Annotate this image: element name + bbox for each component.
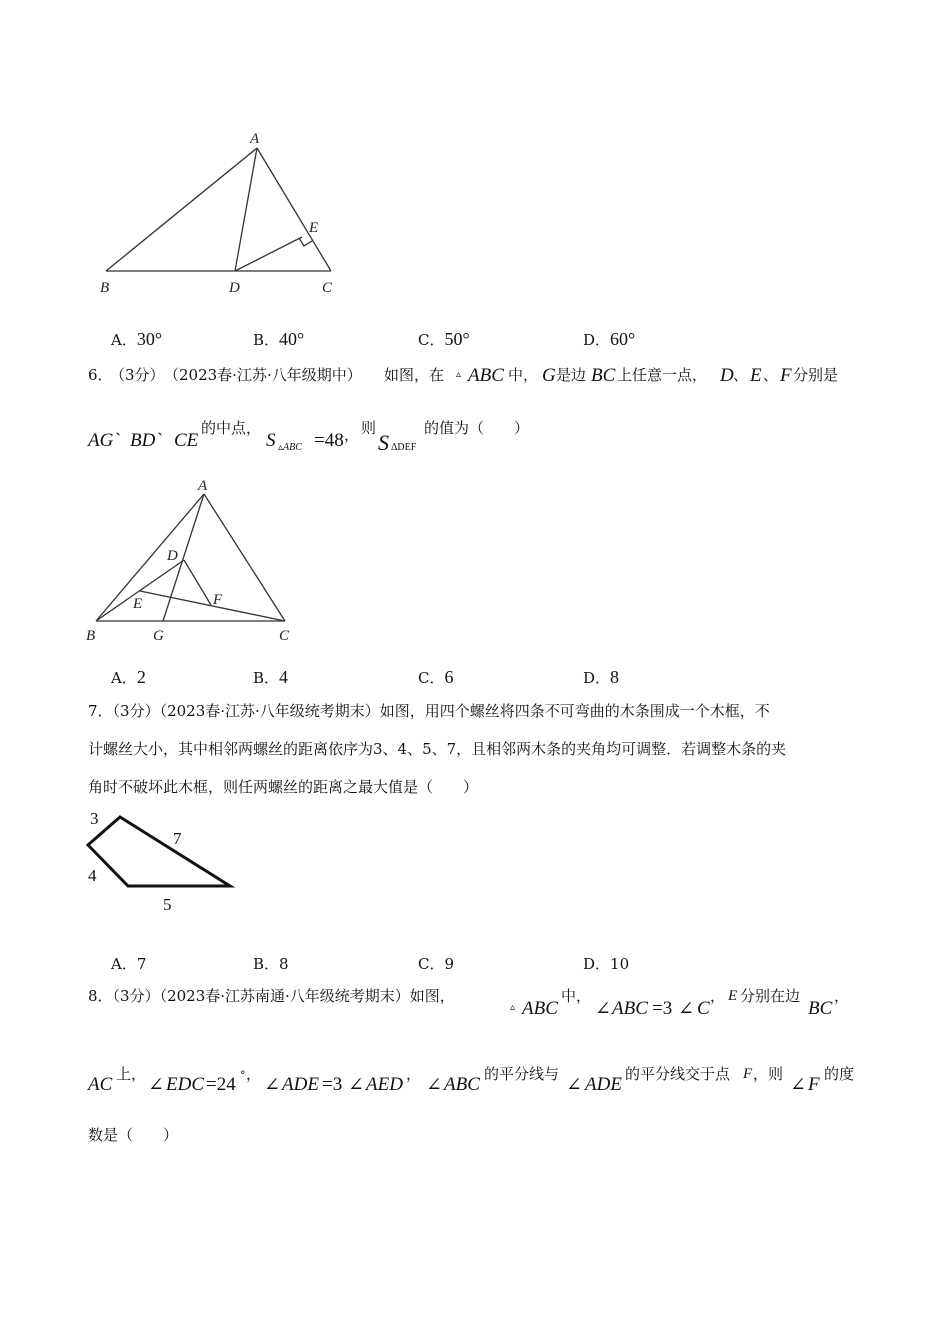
label-e: E [309, 220, 319, 236]
label-f: F [213, 592, 223, 608]
label-c: C [322, 280, 333, 296]
label-side-7: 7 [173, 829, 182, 848]
q8-stem-line1: 8．（3分）（2023春·江苏南通·八年级统考期末）如图， ▵ ABC 中， ∠ ABC =3 ∠ C ， E 分别在边 BC ， [88, 987, 850, 1020]
label-b: B [86, 628, 96, 644]
q6-option-b[interactable]: B．4 [253, 667, 289, 687]
q6-option-a[interactable]: A．2 [111, 667, 146, 687]
label-side-3: 3 [90, 809, 99, 828]
q7-stem-line3: 角时不破坏此木框，则任两螺丝的距离之最大值是（ ） [88, 778, 479, 796]
q8-stem-line2: AC 上， ∠ EDC =24 ° ， ∠ ADE =3 ∠ AED ， ∠ ABC 的平分线与 ∠ ADE 的平分线交于点 F ，则 ∠ F 的度 [88, 1065, 855, 1096]
label-b: B [100, 280, 110, 296]
q8-stem-line3: 数是（ ） [88, 1126, 179, 1144]
label-side-4: 4 [88, 866, 97, 885]
q7-stem-line2: 计螺丝大小，其中相邻两螺丝的距离依序为3、4、5、7，且相邻两木条的夹角均可调整．若调整木条的夹 [88, 740, 787, 758]
label-side-5: 5 [163, 895, 172, 914]
label-d: D [229, 280, 240, 296]
q6-stem-line2: AG` BD` CE 的中点， S ▵ABC =48 ， 则 S ΔDEF 的值为（ ） [88, 419, 530, 455]
q7-option-d[interactable]: D．10 [583, 955, 630, 973]
q6-option-c[interactable]: C．6 [418, 667, 454, 687]
q5-option-b[interactable]: B．40° [253, 329, 305, 349]
q5-option-d[interactable]: D．60° [583, 329, 636, 349]
label-a: A [198, 478, 208, 494]
q5-option-a[interactable]: A．30° [111, 329, 163, 349]
q7-stem-line1: 7．（3分）（2023春·江苏·八年级统考期末）如图，用四个螺丝将四条不可弯曲的木条围成一个木框，不 [88, 702, 770, 720]
q7-option-c[interactable]: C．9 [418, 955, 455, 973]
label-d: D [167, 548, 178, 564]
q7-option-a[interactable]: A．7 [111, 955, 147, 973]
label-g: G [153, 628, 164, 644]
q7-option-b[interactable]: B．8 [253, 955, 289, 973]
q7-frame-figure [82, 806, 242, 916]
label-c: C [279, 628, 290, 644]
q6-triangle-figure [82, 472, 302, 644]
label-a: A [250, 131, 260, 147]
q5-triangle-figure [95, 125, 345, 300]
q6-stem-line1: 6． （3分） （2023春·江苏·八年级期中） 如图，在 ▵ ABC 中， G 是边 BC 上任意一点， D 、 E 、 F 分别是 [88, 365, 839, 386]
q5-option-c[interactable]: C．50° [418, 329, 470, 349]
q6-option-d[interactable]: D．8 [583, 667, 620, 687]
label-e: E [133, 596, 143, 612]
